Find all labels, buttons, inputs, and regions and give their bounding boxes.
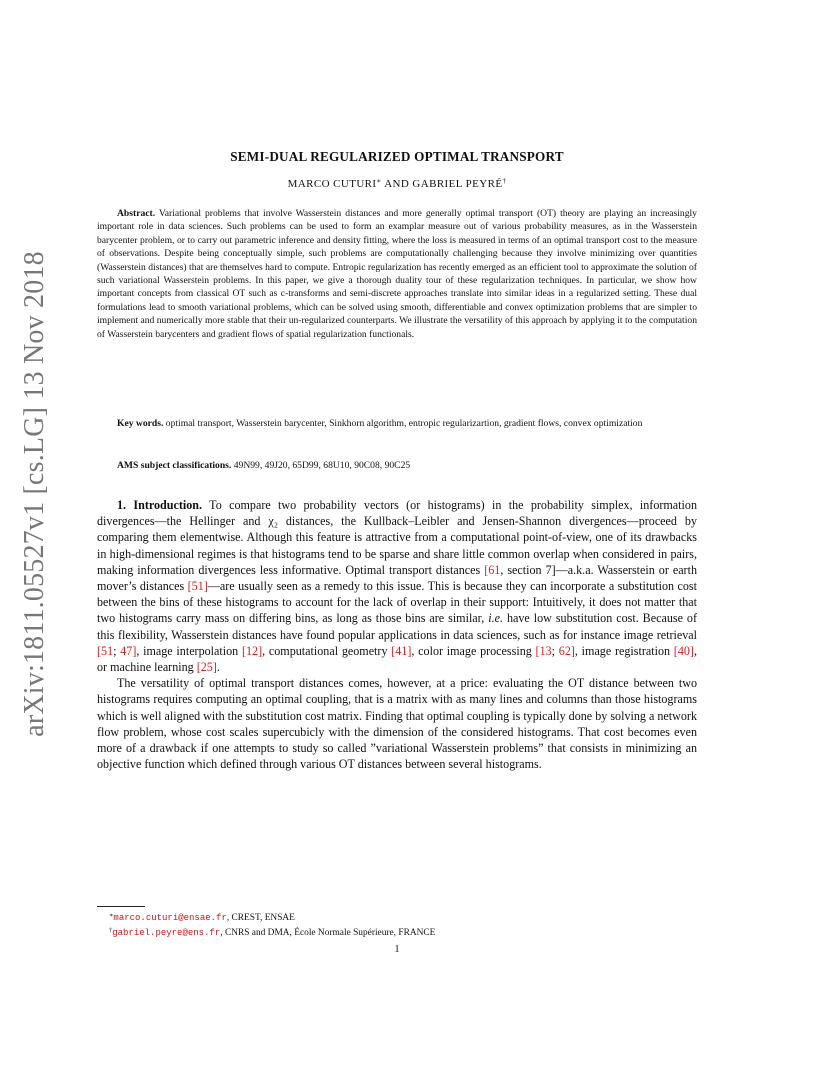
keywords-label: Key words. — [117, 418, 164, 429]
ams-classifications — [97, 459, 697, 472]
citation-link[interactable]: [13 — [535, 643, 552, 658]
email-link[interactable]: marco.cuturi@ensae.fr — [113, 913, 227, 923]
keywords — [97, 417, 697, 430]
footnote-mark: ∗ — [376, 177, 382, 185]
intro-paragraph-1 — [97, 497, 697, 675]
author-conjunction: AND — [381, 178, 413, 190]
paper-title: SEMI-DUAL REGULARIZED OPTIMAL TRANSPORT — [230, 149, 564, 164]
arxiv-stamp — [18, 251, 52, 737]
body-text: , or machine learning — [97, 643, 697, 675]
footnote-mark: ∗ — [109, 912, 114, 919]
body-text: , computational geometry — [262, 643, 392, 658]
citation-link[interactable]: [12] — [241, 643, 263, 658]
body-text: ; — [113, 643, 121, 658]
intro-paragraph-1-body — [97, 498, 697, 674]
footnote-rule — [97, 906, 145, 907]
body-text: , image interpolation — [136, 643, 242, 658]
section-heading: 1. Introduction. — [117, 498, 203, 512]
ams-text: 49N99, 49J20, 65D99, 68U10, 90C08, 90C25 — [233, 460, 411, 471]
body-text: , section 7]—a.k.a. Wasserstein or earth mover’s distances — [97, 562, 697, 594]
keywords-text: optimal transport, Wasserstein barycenter, Sinkhorn algorithm, entropic regularizartion, gradient flows, convex optimization — [165, 418, 643, 429]
citation-link[interactable]: [40] — [673, 643, 694, 658]
email-link[interactable]: gabriel.peyre@ens.fr — [112, 928, 221, 938]
citation-link[interactable]: [51 — [97, 643, 114, 658]
citation-link[interactable]: 47] — [120, 643, 137, 658]
intro-paragraph-2-text: The versatility of optimal transport distances comes, however, at a price: evaluating the OT distance between two histograms requires computing an optimal coupling, that is a matrix with as many lines and columns than those histograms which is well aligned with the substitution cost matrix. Finding that optimal coupling is typically done by solving a network flow problem, whose cost scales supercubicly with the dimension of the considered histograms. That cost becomes even more of a drawback if one attempts to study so called ”variational Wasserstein problems” that consists in minimizing an objective function which defined through various OT distances between several histograms. — [97, 676, 697, 772]
intro-paragraph-2 — [97, 675, 697, 772]
citation-link[interactable]: [25] — [196, 660, 217, 675]
citation-link[interactable]: [41] — [391, 643, 412, 658]
introduction-section — [97, 497, 697, 772]
footnote-1 — [109, 910, 699, 924]
body-text: , image registration — [574, 643, 674, 658]
footnote-text: , CREST, ENSAE — [226, 913, 295, 923]
arxiv-stamp-text: arXiv:1811.05527v1 [cs.LG] 13 Nov 2018 — [19, 251, 50, 737]
abstract-label: Abstract. — [117, 208, 156, 219]
body-text: To compare two probability vectors (or histograms) in the probability simplex, information divergences—the Hellinger and χ₂ distances, the Kullback–Leibler and Jensen-Shannon divergences—proceed by comparing them elementwise. Although this feature is attractive from a computational point-of-view, one of its drawbacks in high-dimensional regimes is that histograms tend to be sparse and share little common overlap when considered in pairs, making information divergences less informative. Optimal transport distances — [97, 498, 697, 577]
citation-link[interactable]: 62] — [558, 643, 575, 658]
author-line — [97, 177, 697, 190]
footnote-mark: † — [502, 177, 507, 185]
citation-link[interactable]: [61 — [484, 562, 501, 577]
body-text: have low substitution cost. Because of this flexibility, Wasserstein distances have found popular applications in data sciences, such as for instance image retrieval — [97, 611, 697, 642]
footnote-mark: † — [109, 927, 113, 934]
body-text: —are usually seen as a remedy to this issue. This is because they can incorporate a substitution cost between the bins of these histograms to account for the lack of overlap in their support: Intuitively, it does not matter that two histograms carry mass on differing bins, as long as those bins are similar, — [97, 579, 698, 626]
body-text: ; — [551, 643, 559, 658]
italic-text: i.e. — [488, 611, 503, 626]
ams-label: AMS subject classifications. — [117, 460, 232, 471]
footnote-text: , CNRS and DMA, École Normale Supérieure, FRANCE — [220, 928, 436, 938]
citation-link[interactable]: [51] — [187, 579, 208, 594]
body-text: , color image processing — [411, 643, 536, 658]
abstract-text: Variational problems that involve Wasserstein distances and more generally optimal transport (OT) theory are playing an increasingly important role in data sciences. Such problems can be used to form an examplar measure out of various probability measures, as in the Wasserstein barycenter problem, or to carry out parametric inference and density fitting, where the loss is measured in terms of an optimal transport cost to the measure of observations. Despite being conceptually simple, such problems are computationally challenging because they involve minimizing over quantities (Wasserstein distances) that are themselves hard to compute. Entropic regularization has recently emerged as an efficient tool to approximate the solution of such variational Wasserstein problems. In this paper, we give a thorough duality tour of these regularization techniques. In particular, we show how important concepts from classical OT such as c-transforms and semi-discrete approaches translate into similar ideas in a regularized setting. These dual formulations lead to smooth variational problems, which can be solved using smooth, differentiable and convex optimization problems that are simpler to implement and numerically more stable that their un-regularized counterparts. We illustrate the versatility of this approach by applying it to the computation of Wasserstein barycenters and gradient flows of spatial regularization functionals. — [97, 208, 697, 340]
page-number: 1 — [394, 944, 400, 955]
footnote-2 — [109, 925, 699, 939]
abstract — [97, 207, 697, 341]
body-text: . — [216, 660, 220, 675]
author-name: MARCO CUTURI — [287, 178, 377, 190]
author-name: GABRIEL PEYRÉ — [412, 178, 503, 190]
